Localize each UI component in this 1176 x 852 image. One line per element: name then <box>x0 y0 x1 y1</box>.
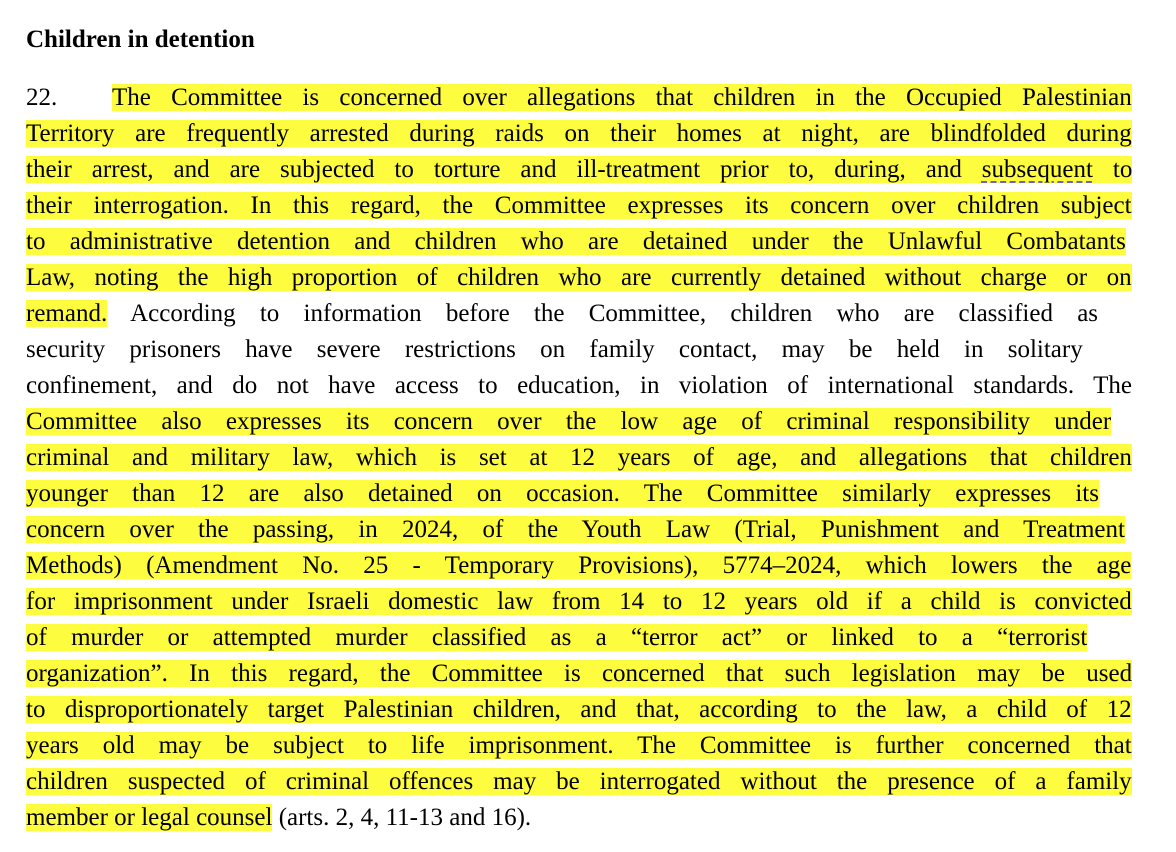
highlighted-text: their interrogation. In this regard, the Committee expresses its concern over children subject <box>26 192 1132 219</box>
paragraph-line <box>26 476 1132 512</box>
paragraph-line <box>26 188 1132 224</box>
highlighted-text: younger than 12 are also detained on occasion. The Committee similarly expresses its <box>26 480 1099 507</box>
paragraph-line <box>26 440 1132 476</box>
paragraph-number: 22. <box>26 84 58 111</box>
highlighted-text: Methods) (Amendment No. 25 - Temporary Provisions), 5774–2024, which lowers the age <box>26 552 1132 579</box>
highlighted-text: to disproportionately target Palestinian children, and that, according to the law, a child of 12 <box>26 696 1132 723</box>
highlighted-text: years old may be subject to life imprisonment. The Committee is further concerned that <box>26 732 1132 759</box>
text-segment: confinement, and do not have access to education, in violation of international standards. The <box>26 372 1132 399</box>
highlighted-text: organization”. In this regard, the Committee is concerned that such legislation may be used <box>26 660 1133 687</box>
paragraph-line <box>26 692 1132 728</box>
paragraph-line <box>26 800 1132 836</box>
paragraph-line <box>26 152 1132 188</box>
paragraph-line <box>26 404 1132 440</box>
paragraph-line <box>26 620 1132 656</box>
paragraph-line <box>26 296 1132 332</box>
highlighted-text: to <box>1092 156 1133 183</box>
paragraph-line <box>26 368 1132 404</box>
highlighted-text: their arrest, and are subjected to torture and ill-treatment prior to, during, and <box>26 156 982 183</box>
text-segment: (arts. 2, 4, 11-13 and 16). <box>272 804 532 831</box>
highlighted-text: of murder or attempted murder classified as a “terror act” or linked to a “terrorist <box>26 624 1088 651</box>
highlighted-text: criminal and military law, which is set at 12 years of age, and allegations that children <box>26 444 1132 471</box>
paragraph-line <box>26 656 1132 692</box>
paragraph-line <box>26 224 1132 260</box>
text-segment: security prisoners have severe restrictions on family contact, may be held in solitary <box>26 336 1083 363</box>
text-segment: According to information before the Committee, children who are classified as <box>107 300 1099 327</box>
highlighted-text: to administrative detention and children who are detained under the Unlawful Combatants <box>26 228 1126 255</box>
paragraph-line <box>26 512 1132 548</box>
paragraph-line <box>26 764 1132 800</box>
highlighted-text: children suspected of criminal offences may be interrogated without the presence of a family <box>26 768 1132 795</box>
highlighted-text: Law, noting the high proportion of children who are currently detained without charge or on <box>26 264 1132 291</box>
spellcheck-flagged-word: subsequent <box>981 156 1093 183</box>
highlighted-text: concern over the passing, in 2024, of the Youth Law (Trial, Punishment and Treatment <box>26 516 1125 543</box>
highlighted-text: The Committee is concerned over allegations that children in the Occupied Palestinian <box>112 84 1132 111</box>
section-heading: Children in detention <box>26 26 255 53</box>
paragraph-line <box>26 116 1132 152</box>
highlighted-text: remand. <box>26 300 108 327</box>
paragraph-line <box>26 548 1132 584</box>
highlighted-text: for imprisonment under Israeli domestic law from 14 to 12 years old if a child is convicted <box>26 588 1132 615</box>
paragraph-line <box>26 260 1132 296</box>
paragraph-line <box>26 728 1132 764</box>
highlighted-text: Territory are frequently arrested during raids on their homes at night, are blindfolded during <box>26 120 1132 147</box>
paragraph-line <box>26 332 1132 368</box>
paragraph-line <box>26 80 1132 116</box>
highlighted-text: member or legal counsel <box>26 804 273 831</box>
highlighted-text: Committee also expresses its concern over the low age of criminal responsibility under <box>26 408 1112 435</box>
paragraph-line <box>26 584 1132 620</box>
